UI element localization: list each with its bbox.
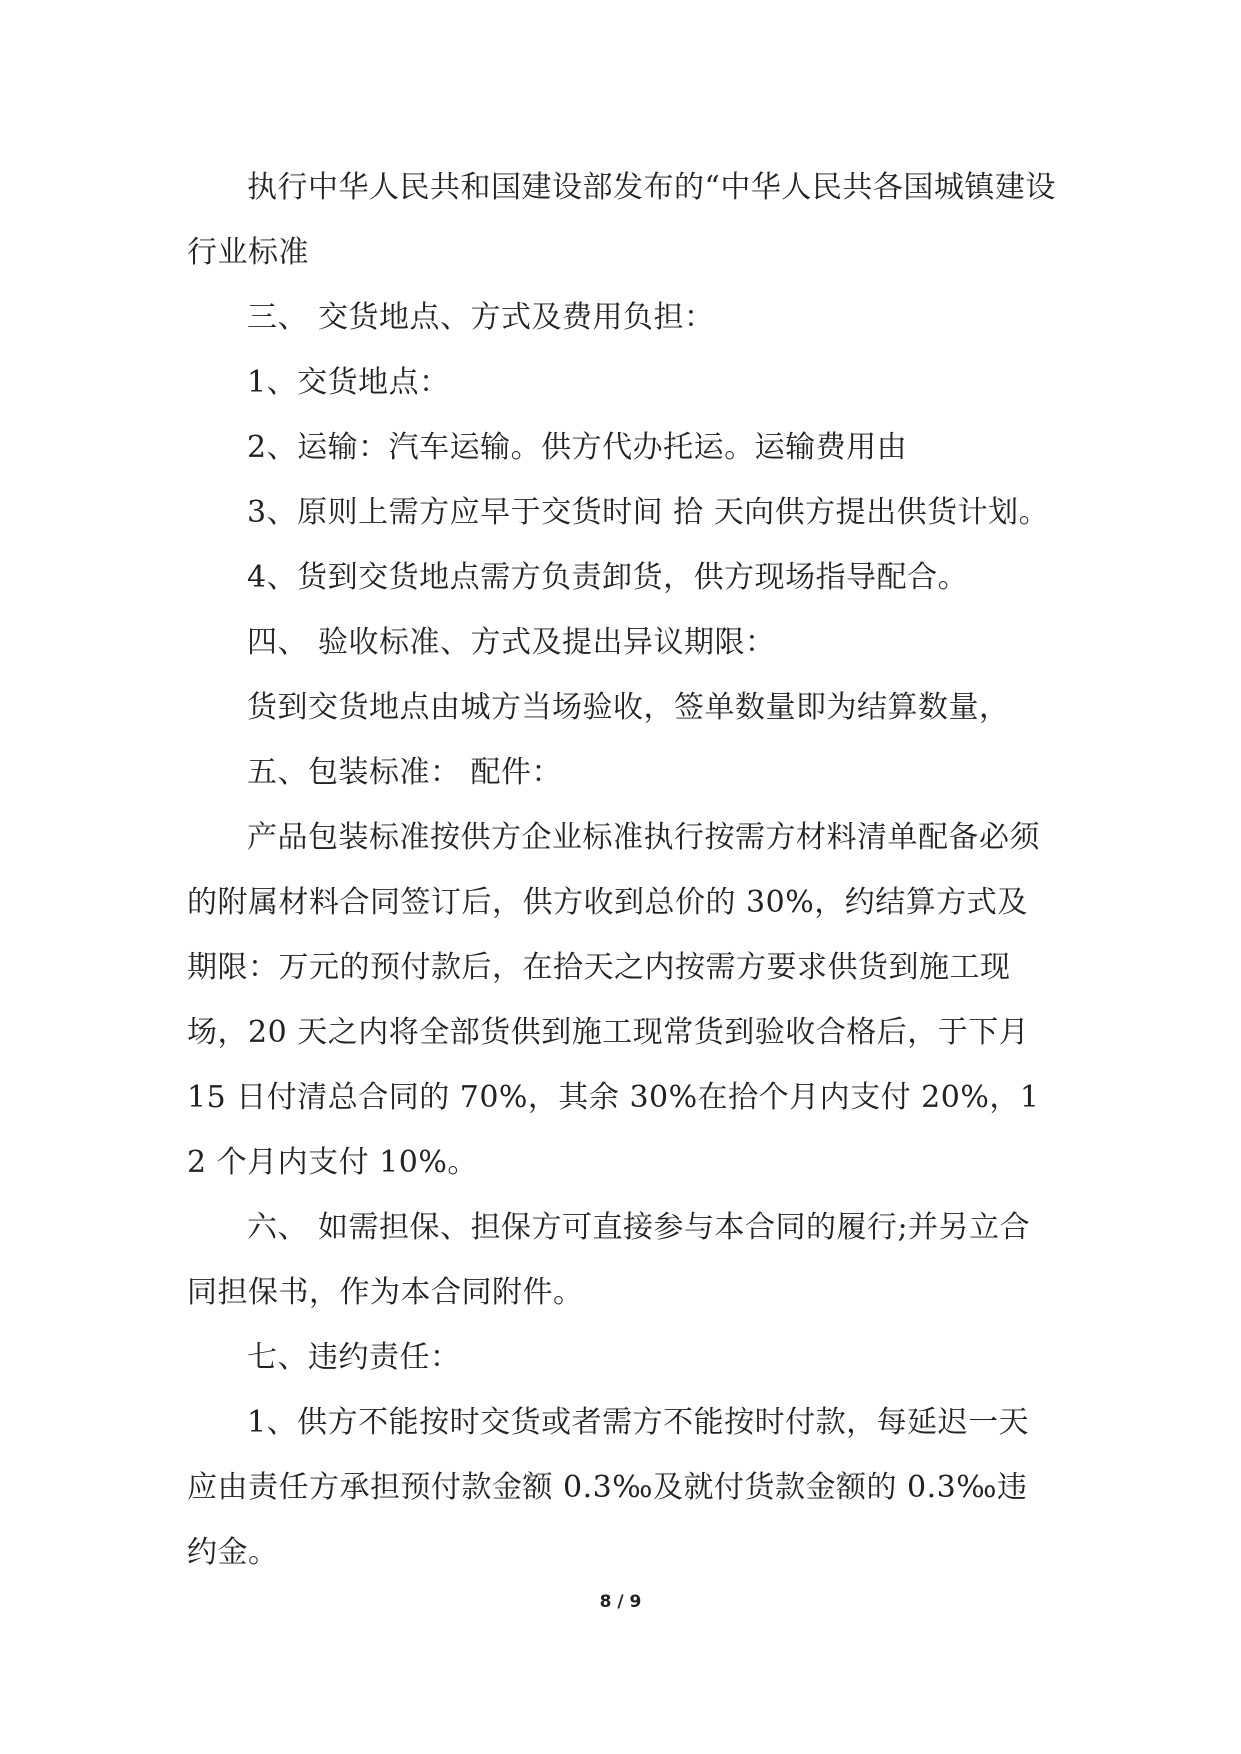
heading-delivery: 三、 交货地点、方式及费用负担： [247, 300, 715, 335]
paragraph-supply-plan: 3、原则上需方应早于交货时间 拾 天向供方提出供货计划。 [247, 495, 1050, 530]
page-number: 8 / 9 [599, 1592, 642, 1612]
paragraph-delivery-place: 1、交货地点： [247, 365, 450, 400]
paragraph-liability-1: 1、供方不能按时交货或者需方不能按时付款，每延迟一天应由责任方承担预付款金额 0.3‰及就付货款金额的 0.3‰违约金。 [187, 1405, 1030, 1570]
heading-liability: 七、违约责任： [247, 1340, 461, 1375]
paragraph-acceptance: 货到交货地点由城方当场验收，签单数量即为结算数量， [247, 690, 1010, 725]
paragraph-payment: 产品包装标准按供方企业标准执行按需方材料清单配备必须的附属材料合同签订后，供方收到总价的 30%，约结算方式及期限：万元的预付款后，在拾天之内按需方要求供货到施工现场，20 天之内将全部货供到施工现常货到验收合格后，于下月 15 日付清总合同的 70%，其余 30%在拾个月内支付 20%，12 个月内支付 10%。 [187, 820, 1040, 1180]
paragraph-transport: 2、运输：汽车运输。供方代办托运。运输费用由 [247, 430, 908, 465]
paragraph-standard: 执行中华人民共和国建设部发布的“中华人民共各国城镇建设行业标准 [187, 170, 1056, 270]
heading-packaging: 五、包装标准： 配件： [247, 755, 563, 790]
paragraph-guarantee: 六、 如需担保、担保方可直接参与本合同的履行;并另立合同担保书，作为本合同附件。 [187, 1210, 1031, 1310]
paragraph-unloading: 4、货到交货地点需方负责卸货，供方现场指导配合。 [247, 560, 969, 595]
heading-acceptance: 四、 验收标准、方式及提出异议期限： [247, 625, 776, 660]
document-body [187, 155, 1057, 1585]
